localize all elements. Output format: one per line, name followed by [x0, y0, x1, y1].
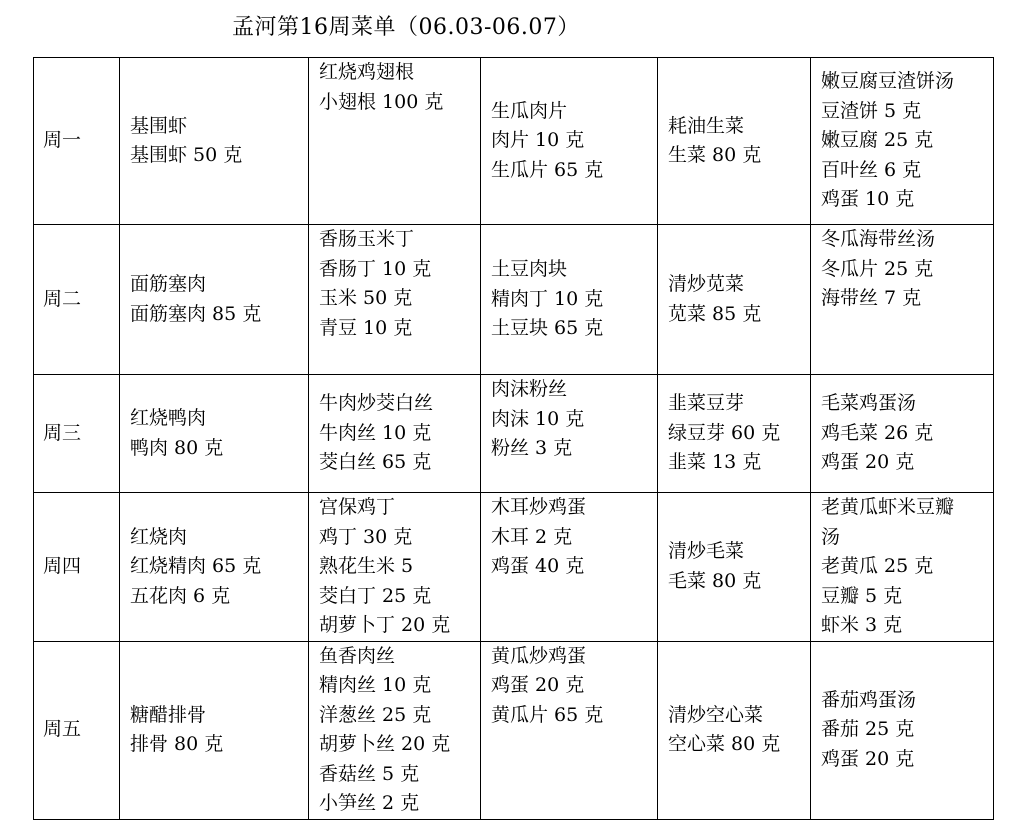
table-row [34, 375, 994, 493]
ingredient-line: 基围虾 50 克 [130, 144, 243, 166]
ingredient-line: 红烧精肉 65 克 [130, 555, 262, 577]
ingredient-line: 鸡蛋 10 克 [821, 188, 915, 211]
ingredient-line: 鸡蛋 40 克 [491, 555, 585, 577]
menu-cell [309, 641, 481, 819]
menu-cell [481, 225, 658, 375]
menu-cell [481, 493, 658, 642]
menu-cell [658, 493, 811, 642]
ingredient-line: 牛肉丝 10 克 [319, 421, 432, 444]
dish-name: 耗油生菜 [668, 114, 745, 137]
ingredient-line: 鸭肉 80 克 [130, 436, 224, 459]
ingredient-line: 冬瓜片 25 克 [821, 257, 934, 280]
menu-cell [309, 225, 481, 375]
ingredient-line: 肉沫 10 克 [491, 407, 585, 430]
dish-name: 清炒苋菜 [668, 273, 745, 295]
menu-cell [481, 375, 658, 493]
dish-name: 面筋塞肉 [130, 273, 207, 295]
ingredient-line: 绿豆芽 60 克 [668, 421, 781, 444]
ingredient-line: 玉米 50 克 [319, 287, 413, 309]
dish-name: 黄瓜炒鸡蛋 [491, 644, 587, 667]
dish-name: 毛菜鸡蛋汤 [821, 392, 917, 415]
ingredient-line: 毛菜 80 克 [668, 569, 762, 592]
dish-name: 宫保鸡丁 [319, 496, 396, 518]
ingredient-line: 汤 [821, 525, 841, 548]
menu-cell [120, 493, 309, 642]
ingredient-line: 苋菜 85 克 [668, 302, 762, 325]
ingredient-line: 精肉丁 10 克 [491, 287, 604, 310]
day-label: 周三 [43, 421, 82, 444]
ingredient-line: 鸡蛋 20 克 [821, 451, 915, 474]
ingredient-line: 鸡蛋 20 克 [491, 674, 585, 696]
page-title: 孟河第16周菜单（06.03-06.07） [232, 15, 580, 40]
ingredient-line: 胡萝卜丝 20 克 [319, 733, 451, 755]
ingredient-line: 青豆 10 克 [319, 316, 413, 339]
ingredient-line: 排骨 80 克 [130, 733, 224, 755]
ingredient-line: 鸡丁 30 克 [319, 525, 413, 548]
day-label: 周五 [43, 718, 82, 741]
dish-name: 清炒毛菜 [668, 540, 745, 563]
ingredient-line: 土豆块 65 克 [491, 317, 604, 340]
menu-cell [811, 641, 994, 819]
ingredient-line: 鸡蛋 20 克 [821, 747, 915, 770]
ingredient-line: 胡萝卜丁 20 克 [319, 614, 451, 636]
menu-cell [309, 375, 481, 493]
menu-cell [309, 58, 481, 225]
dish-name: 韭菜豆芽 [668, 392, 745, 415]
dish-name: 嫩豆腐豆渣饼汤 [821, 70, 955, 93]
dish-name: 香肠玉米丁 [319, 228, 415, 250]
menu-cell [658, 641, 811, 819]
dish-name: 基围虾 [130, 114, 188, 137]
menu-cell [811, 58, 994, 225]
menu-cell [120, 375, 309, 493]
ingredient-line: 肉片 10 克 [491, 129, 585, 152]
menu-cell [120, 225, 309, 375]
menu-cell [120, 641, 309, 819]
ingredient-line: 精肉丝 10 克 [319, 674, 432, 696]
dish-name: 清炒空心菜 [668, 703, 764, 726]
dish-name: 红烧肉 [130, 525, 188, 548]
dish-name: 鱼香肉丝 [319, 644, 396, 667]
ingredient-line: 生菜 80 克 [668, 144, 762, 166]
day-cell [34, 58, 120, 225]
ingredient-line: 番茄 25 克 [821, 718, 915, 741]
dish-name: 木耳炒鸡蛋 [491, 496, 587, 518]
ingredient-line: 百叶丝 6 克 [821, 158, 922, 181]
dish-name: 糖醋排骨 [130, 703, 207, 726]
day-label: 周二 [43, 287, 82, 310]
menu-cell [811, 375, 994, 493]
day-cell [34, 375, 120, 493]
ingredient-line: 韭菜 13 克 [668, 451, 762, 474]
dish-name: 红烧鸭肉 [130, 407, 207, 429]
menu-cell [658, 225, 811, 375]
ingredient-line: 空心菜 80 克 [668, 733, 781, 755]
ingredient-line: 木耳 2 克 [491, 525, 573, 548]
ingredient-line: 豆渣饼 5 克 [821, 99, 922, 122]
ingredient-line: 茭白丝 65 克 [319, 451, 432, 474]
dish-name: 红烧鸡翅根 [319, 61, 415, 83]
ingredient-line: 豆瓣 5 克 [821, 584, 903, 607]
menu-cell [481, 641, 658, 819]
day-cell [34, 641, 120, 819]
table-row [34, 493, 994, 642]
menu-cell [481, 58, 658, 225]
ingredient-line: 小翅根 100 克 [319, 90, 444, 113]
ingredient-line: 小笋丝 2 克 [319, 792, 420, 814]
ingredient-line: 香菇丝 5 克 [319, 762, 420, 785]
ingredient-line: 茭白丁 25 克 [319, 584, 432, 607]
ingredient-line: 粉丝 3 克 [491, 437, 573, 459]
ingredient-line: 鸡毛菜 26 克 [821, 421, 934, 444]
ingredient-line: 香肠丁 10 克 [319, 257, 432, 280]
ingredient-line: 五花肉 6 克 [130, 584, 231, 607]
table-row [34, 225, 994, 375]
menu-cell [658, 58, 811, 225]
menu-cell [658, 375, 811, 493]
ingredient-line: 嫩豆腐 25 克 [821, 129, 934, 152]
dish-name: 牛肉炒茭白丝 [319, 392, 434, 415]
dish-name: 肉沫粉丝 [491, 378, 568, 400]
ingredient-line: 老黄瓜 25 克 [821, 555, 934, 577]
dish-name: 老黄瓜虾米豆瓣 [821, 496, 955, 518]
ingredient-line: 面筋塞肉 85 克 [130, 302, 262, 325]
ingredient-line: 黄瓜片 65 克 [491, 703, 604, 726]
day-label: 周一 [43, 129, 82, 152]
ingredient-line: 虾米 3 克 [821, 614, 903, 636]
day-cell [34, 225, 120, 375]
ingredient-line: 熟花生米 5 [319, 555, 414, 577]
menu-cell [811, 493, 994, 642]
weekly-menu-table [33, 57, 994, 820]
ingredient-line: 生瓜片 65 克 [491, 158, 604, 181]
dish-name: 冬瓜海带丝汤 [821, 228, 936, 250]
dish-name: 生瓜肉片 [491, 99, 568, 122]
dish-name: 土豆肉块 [491, 258, 568, 281]
table-row [34, 641, 994, 819]
dish-name: 番茄鸡蛋汤 [821, 688, 917, 711]
day-label: 周四 [43, 555, 82, 577]
menu-cell [120, 58, 309, 225]
day-cell [34, 493, 120, 642]
menu-cell [811, 225, 994, 375]
table-row [34, 58, 994, 225]
ingredient-line: 海带丝 7 克 [821, 287, 922, 309]
ingredient-line: 洋葱丝 25 克 [319, 703, 432, 726]
menu-cell [309, 493, 481, 642]
